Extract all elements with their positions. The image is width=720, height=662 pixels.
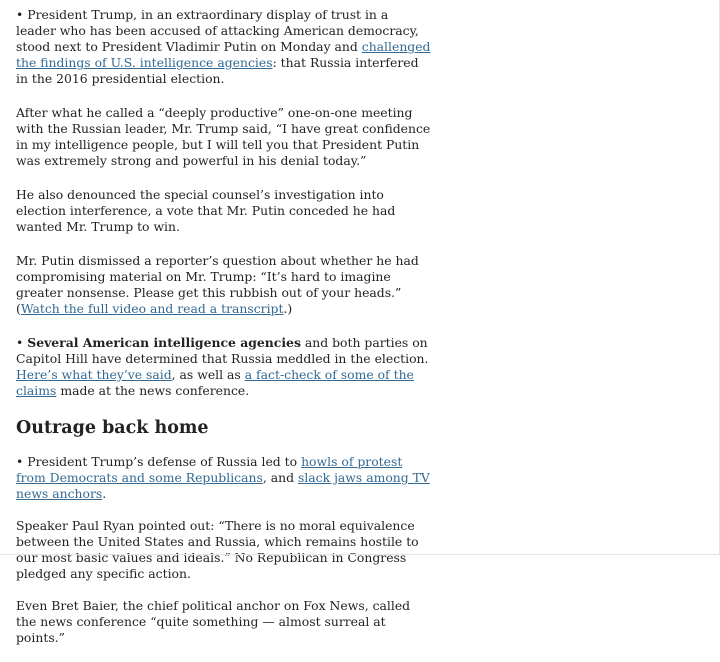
section-heading: Outrage back home	[16, 417, 432, 439]
paragraph-trump-quote: After what he called a “deeply productive” one-on-one meeting with the Russian leader, Mr. Trump said, “I have great confidence in my intelligence people, but I will tell you that President Putin was extremely strong and powerful in his denial today.”	[16, 105, 432, 169]
paragraph-text: made at the news conference.	[56, 383, 249, 398]
paragraph-special-counsel: He also denounced the special counsel’s investigation into election interference, a vote that Mr. Putin conceded he had wanted Mr. Trump to win.	[16, 187, 432, 235]
paragraph-text: and both parties on Capitol Hill have determined that Russia meddled in the election.	[16, 335, 428, 366]
paragraph-summary-putin-meeting	[16, 7, 432, 87]
paragraph-paul-ryan: Speaker Paul Ryan pointed out: “There is no moral equivalence between the United States and Russia, which remains hostile to our most basic values and ideals.” No Republican in Congress pledged any specific action.	[16, 518, 432, 582]
paragraph-text: , as well as	[172, 367, 245, 382]
paragraph-text: .)	[283, 301, 292, 316]
paragraph-bret-baier: Even Bret Baier, the chief political anchor on Fox News, called the news conference “quite something — almost surreal at points.”	[16, 598, 432, 646]
bullet: •	[16, 7, 27, 22]
link-video-transcript[interactable]: Watch the full video and read a transcript	[21, 301, 284, 316]
paragraph-putin-dismissal	[16, 253, 432, 317]
bold-lead: Several American intelligence agencies	[27, 335, 301, 350]
paragraph-text: President Trump’s defense of Russia led to	[27, 454, 301, 469]
bullet: •	[16, 335, 27, 350]
paragraph-text: President Trump, in an extraordinary display of trust in a leader who has been accused of attacking American democracy, stood next to President Vladimir Putin on Monday and	[16, 7, 419, 54]
link-what-theyve-said[interactable]: Here’s what they’ve said	[16, 367, 172, 382]
bullet: •	[16, 454, 27, 469]
link-fact-check[interactable]: a fact-check of some of the claims	[16, 367, 414, 398]
article-body	[16, 7, 432, 662]
link-howls-of-protest[interactable]: howls of protest from Democrats and some Republicans	[16, 454, 402, 485]
link-slack-jaws[interactable]: slack jaws among TV news anchors	[16, 470, 430, 501]
paragraph-defense-of-russia	[16, 454, 432, 502]
paragraph-text: , and	[263, 470, 298, 485]
paragraph-intelligence-agencies	[16, 335, 432, 399]
paragraph-text: : that Russia interfered in the 2016 presidential election.	[16, 55, 419, 86]
paragraph-text: Mr. Putin dismissed a reporter’s question about whether he had compromising material on Mr. Trump: “It’s hard to imagine greater nonsense. Please get this rubbish out of your heads.” (	[16, 253, 419, 316]
link-intelligence-findings[interactable]: challenged the findings of U.S. intelligence agencies	[16, 39, 431, 70]
paragraph-text: .	[102, 486, 106, 501]
